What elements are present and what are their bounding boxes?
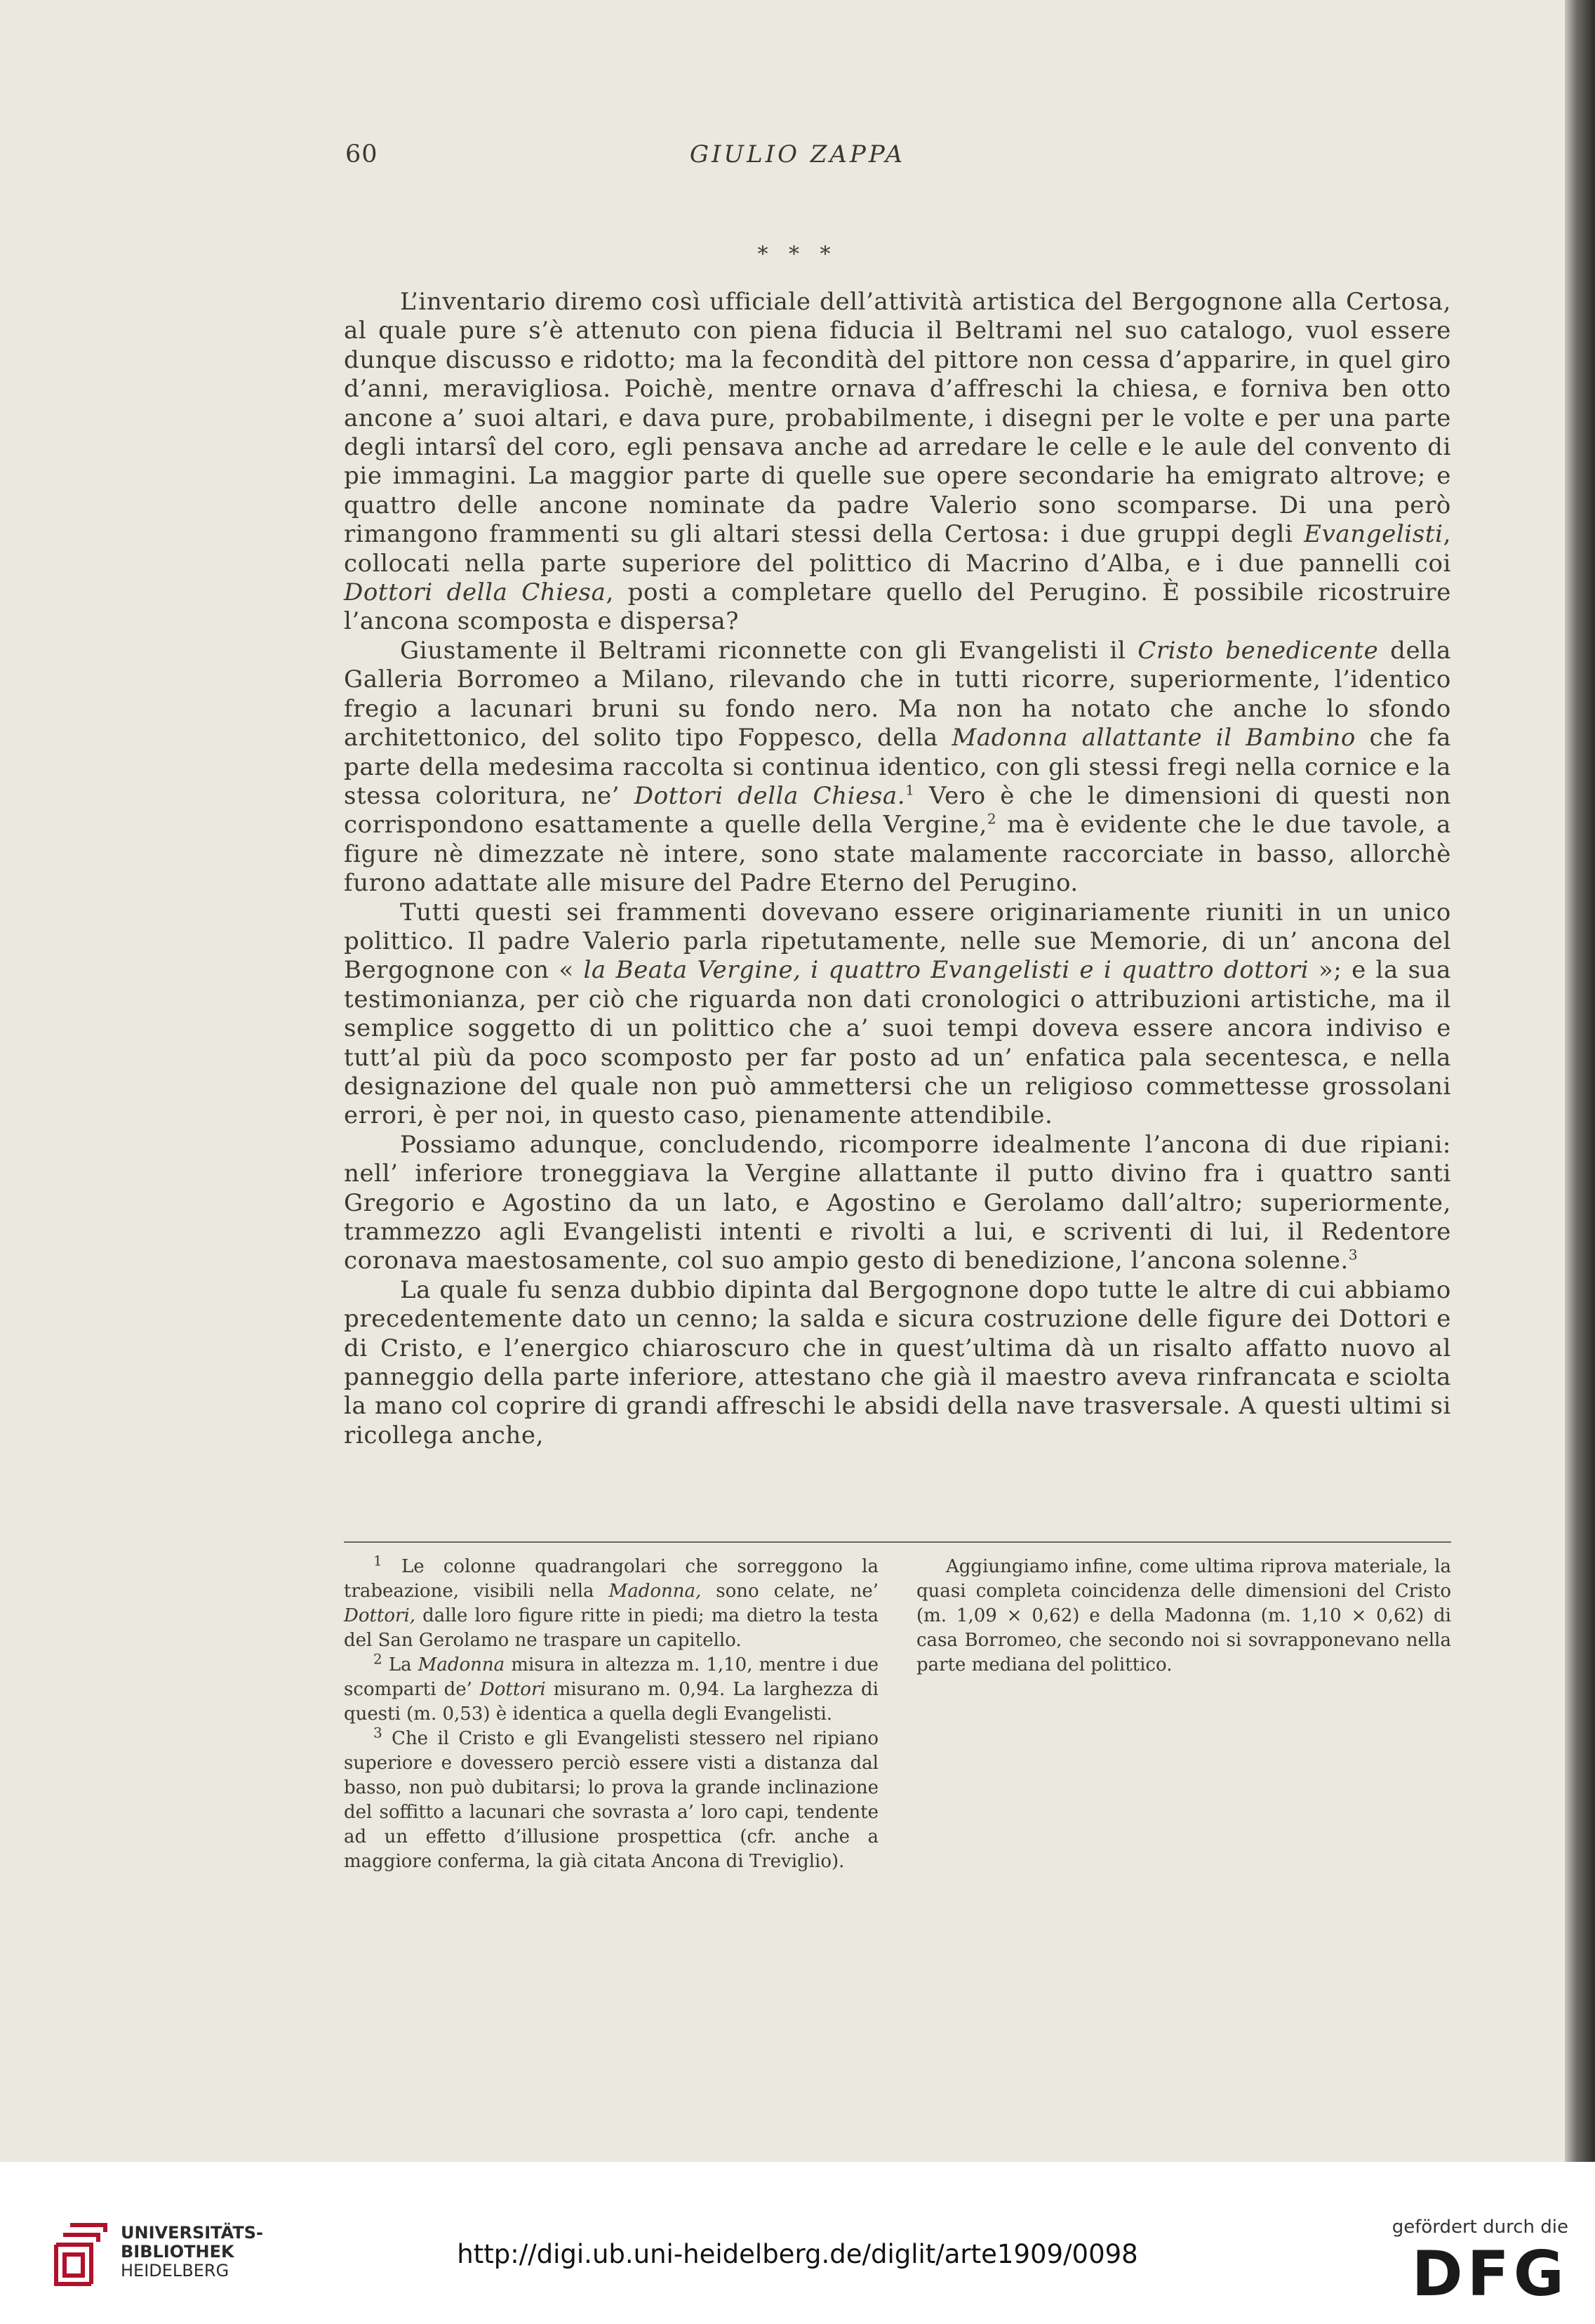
paragraph: La quale fu senza dubbio dipinta dal Bergognone dopo tutte le altre di cui abbiamo precedentemente dato un cenno; la salda e sicura costruzione delle figure dei Dottori e di Cristo, e l’energico chiaroscuro che in quest’ultima dà un risalto affatto nuovo al panneggio della parte inferiore, attestano che già il maestro aveva rinfrancata e sciolta la mano col coprire di grandi affreschi le absidi della nave trasversale. A questi ultimi si ricollega anche, <box>344 1275 1451 1449</box>
footnote-ref: 3 <box>1348 1247 1359 1264</box>
page-number: 60 <box>345 140 378 168</box>
page-edge-shadow <box>1565 0 1595 2162</box>
footnote-column-left <box>344 1552 879 1874</box>
footnote-rule <box>344 1541 1451 1543</box>
paragraph: Tutti questi sei frammenti dovevano essere originariamente riuniti in un unico polittico. Il padre Valerio parla ripetutamente, nelle sue Memorie, di un’ ancona del Bergognone con « la Beata Vergine, i quattro Evangelisti e i quattro dottori »; e la sua testimonianza, per ciò che riguarda non dati cronologici o attribuzioni artistiche, ma il semplice soggetto di un polittico che a’ suoi tempi doveva essere ancora indiviso e tutt’al più da poco scomposto per far posto ad un’ enfatica pala secentesca, e nella designazione del quale non può ammettersi che un religioso commettesse grossolani errori, è per noi, in questo caso, pienamente attendibile. <box>344 898 1451 1130</box>
paragraph: Possiamo adunque, concludendo, ricomporre idealmente l’ancona di due ripiani: nell’ inferiore troneggiava la Vergine allattante il putto divino fra i quattro santi Gregorio e Agostino da un lato, e Agostino e Gerolamo dall’altro; superiormente, trammezzo agli Evangelisti intenti e rivolti a lui, e scriventi di lui, il Redentore coronava maestosamente, col suo ampio gesto di benedizione, l’ancona solenne.$^3$ <box>344 1130 1451 1275</box>
footnote: $^2$ La Madonna misura in altezza m. 1,10, mentre i due scomparti de’ Dottori misurano m. 0,94. La larghezza di questi (m. 0,53) è identica a quella degli Evangelisti. <box>344 1650 879 1725</box>
footnote-ref: 2 <box>987 810 997 828</box>
footnote: $^1$ Le colonne quadrangolari che sorreggono la trabeazione, visibili nella Madonna, sono celate, ne’ Dottori, dalle loro figure ritte in piedi; ma dietro la testa del San Gerolamo ne traspare un capitello. <box>344 1552 879 1651</box>
permalink-url[interactable]: http://digi.ub.uni-heidelberg.de/diglit/arte1909/0098 <box>457 2239 1138 2269</box>
dfg-logo-icon: DFG <box>1411 2238 1568 2310</box>
footnote-continuation: Aggiungiamo infine, come ultima riprova materiale, la quasi completa coincidenza delle dimensioni del Cristo (m. 1,09 × 0,62) e della Madonna (m. 1,10 × 0,62) di casa Borromeo, che secondo noi si sovrapponevano nella parte mediana del polittico. <box>916 1556 1451 1675</box>
body-text <box>344 288 1451 1450</box>
funded-by-label: gefördert durch die <box>1392 2217 1568 2238</box>
footnotes <box>344 1552 1451 1874</box>
library-name: UNIVERSITÄTS- BIBLIOTHEK HEIDELBERG <box>121 2223 264 2280</box>
paragraph: L’inventario diremo così ufficiale dell’attività artistica del Bergognone alla Certosa, al quale pure s’è attenuto con piena fiducia il Beltrami nel suo catalogo, vuol essere dunque discusso e ridotto; ma la fecondità del pittore non cessa d’apparire, in quel giro d’anni, meravigliosa. Poichè, mentre ornava d’affreschi la chiesa, e forniva ben otto ancone a’ suoi altari, e dava pure, probabilmente, i disegni per le volte e per una parte degli intarsî del coro, egli pensava anche ad arredare le celle e le aule del convento di pie immagini. La maggior parte di quelle sue opere secondarie ha emigrato altrove; e quattro delle ancone nominate da padre Valerio sono scomparse. Di una però rimangono frammenti su gli altari stessi della Certosa: i due gruppi degli Evangelisti, collocati nella parte superiore del polittico di Macrino d’Alba, e i due pannelli coi Dottori della Chiesa, posti a completare quello del Perugino. È possibile ricostruire l’ancona scomposta e dispersa? <box>344 288 1451 636</box>
footnote-ref: 1 <box>905 781 915 799</box>
paragraph: Giustamente il Beltrami riconnette con gli Evangelisti il Cristo benedicente della Galleria Borromeo a Milano, rilevando che in tutti ricorre, superiormente, l’identico fregio a lacunari bruni su fondo nero. Ma non ha notato che anche lo sfondo architettonico, del solito tipo Foppesco, della Madonna allattante il Bambino che fa parte della medesima raccolta si continua identico, con gli stessi fregi nella cornice e la stessa coloritura, ne’ Dottori della Chiesa.$^1$ Vero è che le dimensioni di questi non corrispondono esattamente a quelle della Vergine,$^2$ ma è evidente che le due tavole, a figure nè dimezzate nè intere, sono state malamente raccorciate in basso, allorchè furono adattate alle misure del Padre Eterno del Perugino. <box>344 636 1452 898</box>
footnote-column-right <box>916 1555 1451 1874</box>
footer-bar <box>0 2162 1595 2324</box>
footnote: $^3$ Che il Cristo e gli Evangelisti stessero nel ripiano superiore e dovessero perciò essere visti a distanza dal basso, non può dubitarsi; lo prova la grande inclinazione del soffitto a lacunari che sovrasta a’ loro capi, tendente ad un effetto d’illusione prospettica (cfr. anche a maggiore conferma, la già citata Ancona di Treviglio). <box>344 1724 879 1872</box>
running-head <box>0 140 1595 182</box>
running-title: GIULIO ZAPPA <box>689 140 906 168</box>
section-separator: * * * <box>757 242 838 267</box>
